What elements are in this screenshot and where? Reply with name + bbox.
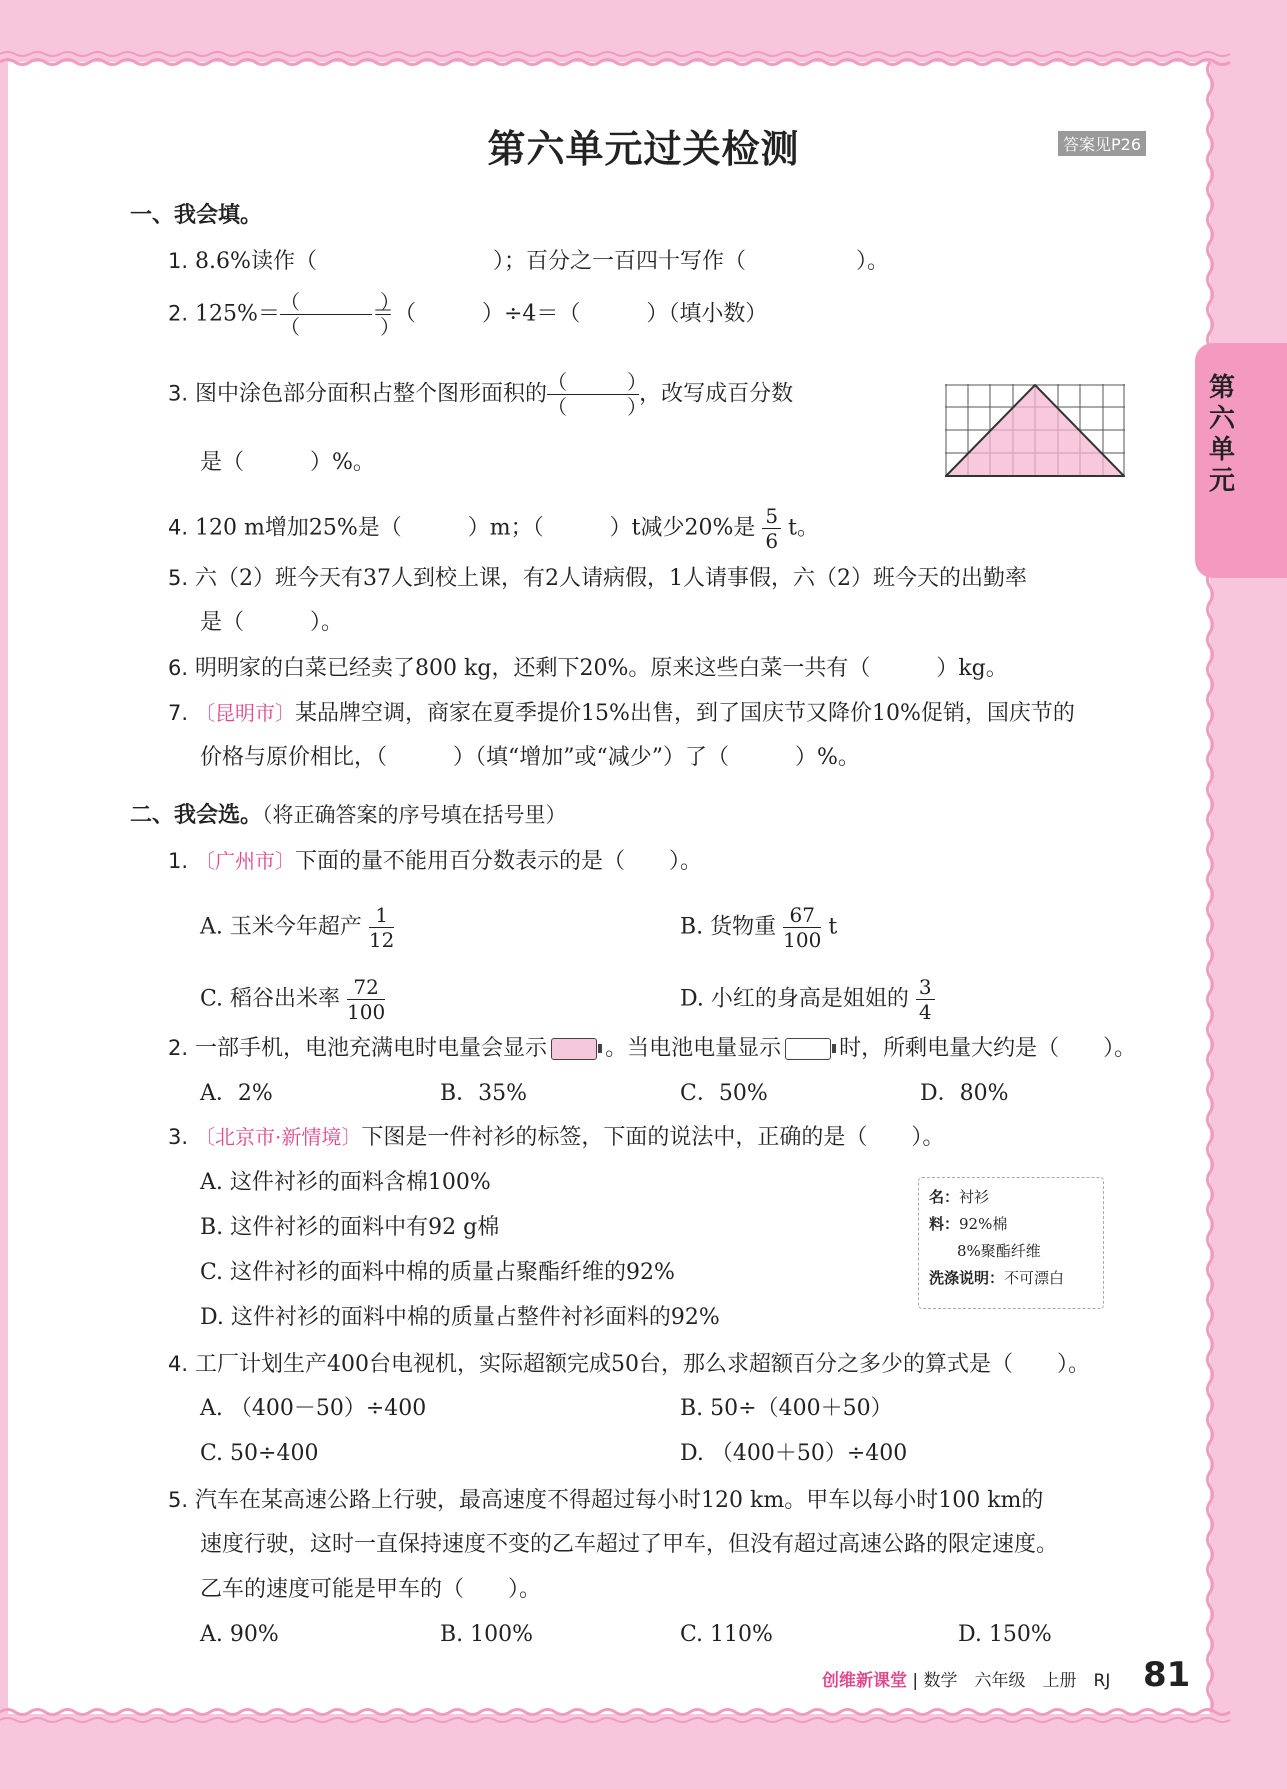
question-text-pre: 一部手机，电池充满电时电量会显示 — [195, 1036, 548, 1061]
fraction-denominator: 100 — [347, 1000, 386, 1024]
question-text: 8.6%读作（ ）；百分之一百四十写作（ ）。 — [195, 249, 889, 274]
label-material-key: 料： — [929, 1215, 960, 1233]
fraction-numerator: （ ） — [547, 370, 648, 394]
battery-full-icon — [551, 1038, 597, 1060]
s2-q4-option-b: B. 50÷（400＋50） — [680, 1396, 893, 1421]
option-unit: t — [828, 914, 838, 940]
label-name-key: 名： — [929, 1188, 960, 1206]
s2-q5-option-b: B. 100% — [440, 1622, 534, 1647]
s2-q3-option-a: A. 这件衬衫的面料含棉100% — [200, 1170, 491, 1195]
s2-question-5-line2: 速度行驶，这时一直保持速度不变的乙车超过了甲车，但没有超过高速公路的限定速度。 — [200, 1532, 1059, 1557]
fraction — [347, 975, 385, 1024]
s2-q3-option-d: D. 这件衬衫的面料中棉的质量占整件衬衫面料的92% — [200, 1305, 720, 1330]
question-text: 工厂计划生产400台电视机，实际超额完成50台，那么求超额百分之多少的算式是（ ）。 — [195, 1352, 1091, 1377]
s2-q2-option-d: D．80% — [920, 1081, 1009, 1106]
s1-question-6 — [168, 653, 1008, 684]
unit-side-tab — [1195, 343, 1287, 578]
s2-question-5-line3: 乙车的速度可能是甲车的（ ）。 — [200, 1577, 542, 1602]
region-tag: 〔广州市〕 — [195, 849, 296, 873]
s2-q1-option-a — [200, 903, 394, 952]
s2-q3-option-b: B. 这件衬衫的面料中有92 g棉 — [200, 1215, 500, 1240]
fraction-denominator: （ ） — [547, 395, 648, 419]
question-text-pre: 125%＝ — [195, 301, 280, 327]
unit-side-tab-label: 第六单元 — [1209, 373, 1236, 496]
label-wash-row — [929, 1265, 1093, 1292]
s2-q5-option-d: D. 150% — [958, 1622, 1052, 1647]
option-text: D. 小红的身高是姐姐的 — [680, 986, 909, 1012]
triangle-grid-figure — [945, 384, 1125, 478]
answer-reference-badge: 答案见P26 — [1058, 131, 1146, 156]
question-number: 4. — [168, 515, 189, 540]
label-material-row — [929, 1211, 1093, 1238]
option-text: A. 玉米今年超产 — [200, 914, 362, 940]
question-text: 明明家的白菜已经卖了800 kg，还剩下20%。原来这些白菜一共有（ ）kg。 — [195, 656, 1008, 681]
label-wash-value: 不可漂白 — [1004, 1269, 1065, 1287]
question-number: 5. — [168, 1488, 189, 1512]
label-name-row — [929, 1184, 1093, 1211]
s2-question-5 — [168, 1485, 1043, 1516]
s2-q2-option-a: A．2% — [200, 1081, 273, 1106]
section2-title: 二、我会选。 — [130, 803, 263, 828]
fraction — [916, 975, 935, 1024]
question-number: 4. — [168, 1352, 189, 1376]
question-number: 3. — [168, 381, 189, 406]
s2-q1-option-b — [680, 903, 837, 952]
question-number: 3. — [168, 1125, 189, 1149]
question-text-post: ，改写成百分数 — [639, 381, 794, 407]
footer-divider: | — [912, 1671, 919, 1691]
region-tag: 〔昆明市〕 — [195, 701, 296, 725]
question-number: 7. — [168, 701, 189, 725]
fraction-denominator: 100 — [783, 928, 822, 952]
s2-question-1 — [168, 846, 702, 877]
blank-fraction — [279, 290, 400, 339]
fraction — [762, 504, 781, 553]
option-text: C. 稻谷出米率 — [200, 986, 341, 1012]
s2-question-4 — [168, 1349, 1090, 1380]
fraction-numerator: 3 — [916, 975, 935, 1000]
section2-heading — [130, 800, 567, 831]
region-tag: 〔北京市·新情境〕 — [195, 1125, 362, 1149]
question-text-post: 时，所剩电量大约是（ ）。 — [839, 1036, 1137, 1061]
s2-q4-option-a: A. （400－50）÷400 — [200, 1396, 427, 1421]
page-title: 第六单元过关检测 — [487, 127, 800, 171]
s1-question-7-line2: 价格与原价相比，（ ）（填“增加”或“减少”）了（ ）%。 — [200, 745, 860, 770]
s1-question-5 — [168, 563, 1027, 594]
fraction-denominator: 12 — [368, 928, 395, 952]
question-text: 六（2）班今天有37人到校上课，有2人请病假，1人请事假，六（2）班今天的出勤率 — [195, 566, 1028, 591]
fraction-denominator: 4 — [918, 1000, 932, 1024]
section2-note: （将正确答案的序号填在括号里） — [262, 803, 567, 827]
s2-q2-option-c: C．50% — [680, 1081, 768, 1106]
question-text: 汽车在某高速公路上行驶，最高速度不得超过每小时120 km。甲车以每小时100 km的 — [195, 1488, 1044, 1513]
question-text-mid: 。当电池电量显示 — [605, 1036, 782, 1061]
question-number: 6. — [168, 656, 189, 680]
question-text-pre: 120 m增加25%是（ ）m；（ ）t减少20%是 — [195, 515, 756, 541]
section1-heading: 一、我会填。 — [130, 203, 263, 228]
s2-q1-option-d — [680, 975, 935, 1024]
question-number: 1. — [168, 249, 189, 273]
fraction — [369, 903, 394, 952]
question-number: 1. — [168, 849, 189, 873]
s1-question-3 — [168, 370, 793, 419]
battery-low-icon — [785, 1038, 831, 1060]
question-number: 2. — [168, 301, 189, 326]
fraction-denominator: （ ） — [279, 315, 400, 339]
fraction-numerator: （ ） — [279, 290, 400, 314]
fraction-numerator: 67 — [783, 903, 821, 928]
question-text: 下图是一件衬衫的标签，下面的说法中，正确的是（ ）。 — [361, 1125, 945, 1150]
s1-question-3-line2: 是（ ）%。 — [200, 450, 375, 475]
question-number: 5. — [168, 566, 189, 590]
label-wash-key: 洗涤说明： — [929, 1269, 1005, 1287]
s2-q3-option-c: C. 这件衬衫的面料中棉的质量占聚酯纤维的92% — [200, 1260, 675, 1285]
s2-q2-option-b: B．35% — [440, 1081, 528, 1106]
question-number: 2. — [168, 1036, 189, 1060]
fraction-numerator: 1 — [369, 903, 394, 928]
s2-q5-option-c: C. 110% — [680, 1622, 773, 1647]
question-text-post: t。 — [788, 515, 819, 541]
s1-question-7 — [168, 698, 1075, 729]
shirt-label-figure — [918, 1177, 1104, 1309]
fraction — [783, 903, 821, 952]
footer — [822, 1666, 1110, 1691]
footer-brand: 创维新课堂 — [822, 1671, 907, 1691]
fraction-numerator: 5 — [762, 504, 781, 529]
s2-q4-option-c: C. 50÷400 — [200, 1441, 319, 1466]
fraction-denominator: 6 — [765, 529, 779, 553]
question-text: 某品牌空调，商家在夏季提价15%出售，到了国庆节又降价10%促销，国庆节的 — [295, 701, 1075, 726]
question-text-post: ＝（ ）÷4＝（ ）（填小数） — [371, 301, 768, 327]
s1-question-1 — [168, 246, 889, 277]
option-text: B. 货物重 — [680, 914, 777, 940]
s2-q5-option-a: A. 90% — [200, 1622, 279, 1647]
s1-question-5-line2: 是（ ）。 — [200, 610, 344, 635]
fraction-numerator: 72 — [347, 975, 385, 1000]
s2-q4-option-d: D. （400＋50）÷400 — [680, 1441, 908, 1466]
label-material-value1: 92%棉 — [959, 1215, 1008, 1233]
blank-fraction — [547, 370, 648, 419]
s2-question-3 — [168, 1122, 944, 1153]
question-text: 下面的量不能用百分数表示的是（ ）。 — [295, 849, 703, 874]
label-name-value: 衬衫 — [959, 1188, 990, 1206]
label-material-value2: 8%聚酯纤维 — [957, 1242, 1041, 1260]
s1-question-2 — [168, 290, 767, 339]
s1-question-4 — [168, 504, 819, 553]
question-text-pre: 图中涂色部分面积占整个图形面积的 — [195, 381, 548, 407]
page-number: 81 — [1143, 1655, 1191, 1695]
footer-info: 数学 六年级 上册 RJ — [923, 1671, 1111, 1691]
s2-q1-option-c — [200, 975, 385, 1024]
s2-question-2 — [168, 1033, 1136, 1064]
